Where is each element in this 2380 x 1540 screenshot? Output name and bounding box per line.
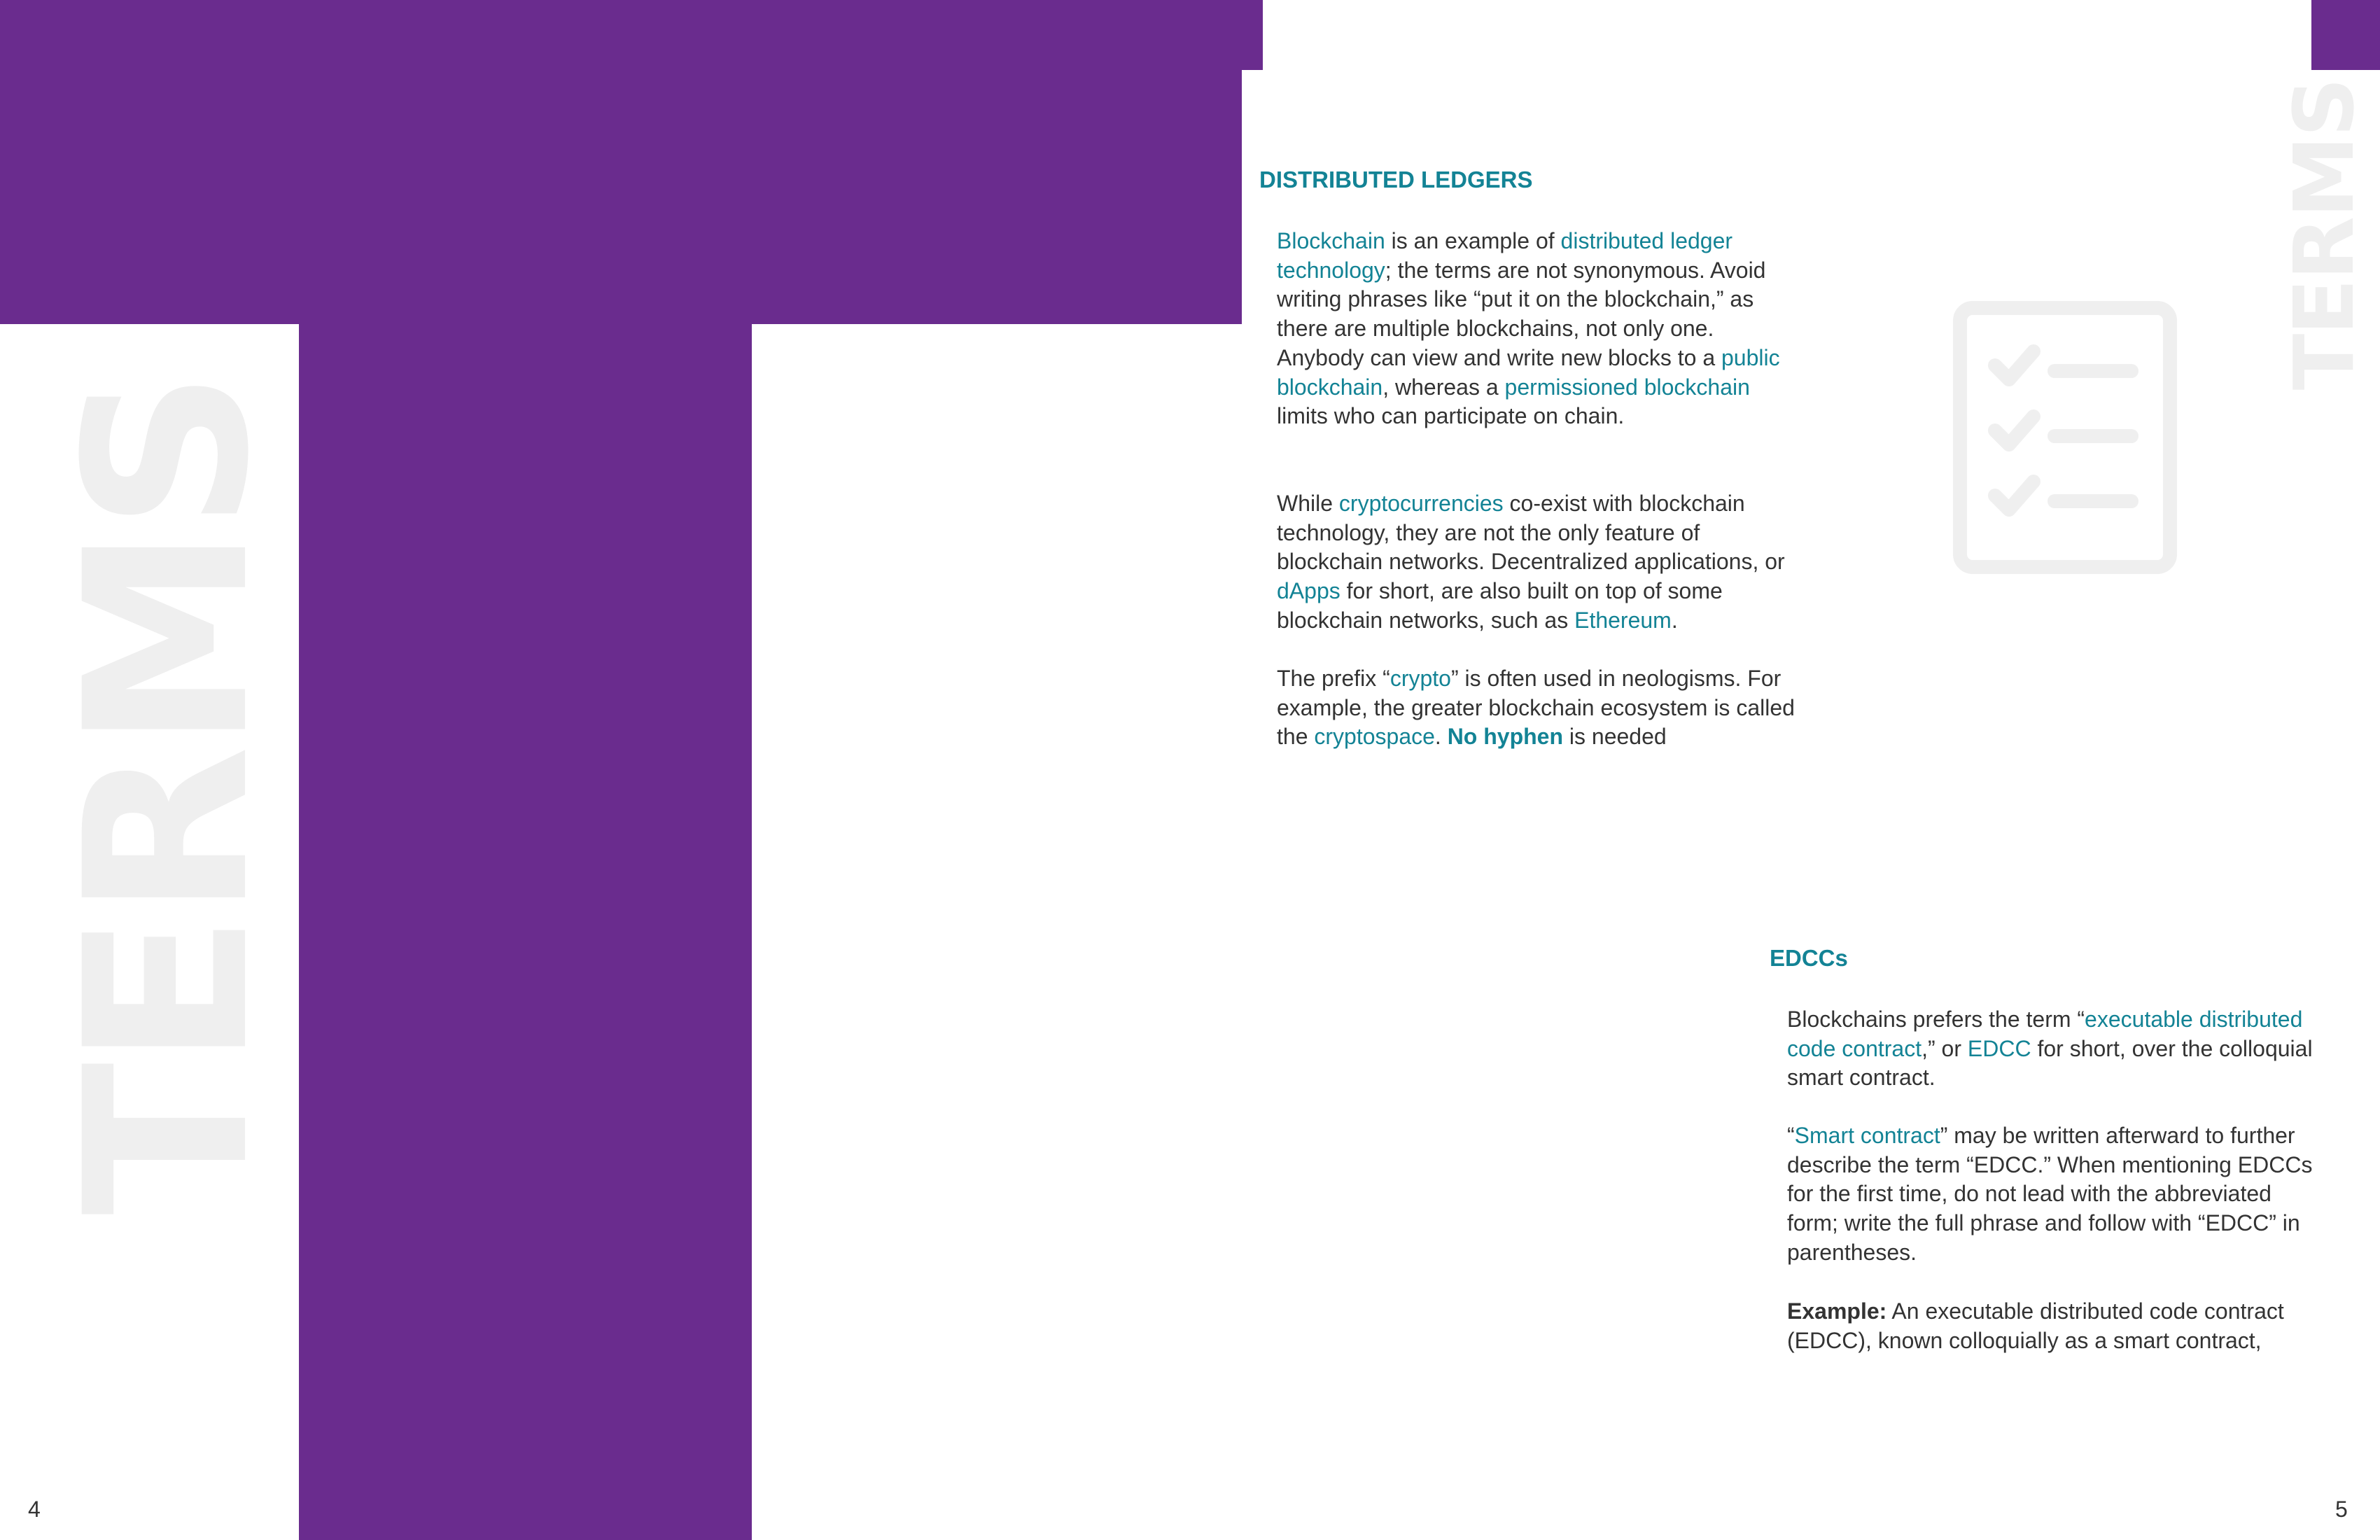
text-span: is needed xyxy=(1563,724,1667,750)
ledgers-paragraph-2 xyxy=(1277,489,1809,636)
text-span: limits who can participate on chain. xyxy=(1277,403,1625,429)
checklist-icon xyxy=(1946,294,2184,581)
left-terms-watermark: TERMS xyxy=(38,373,298,1216)
edge-tab xyxy=(2311,0,2380,70)
t-letter-stem xyxy=(299,324,752,1540)
text-span: . xyxy=(1671,607,1678,633)
page-number-right: 5 xyxy=(2335,1497,2348,1522)
text-span: “ xyxy=(1787,1123,1795,1148)
dapps-term: dApps xyxy=(1277,578,1340,604)
blockchain-term: Blockchain xyxy=(1277,228,1385,253)
cryptospace-term: cryptospace xyxy=(1314,724,1435,750)
text-span: The prefix “ xyxy=(1277,666,1390,691)
edccs-paragraph-1 xyxy=(1787,1005,2319,1093)
edcc-term: EDCC xyxy=(1967,1035,2031,1061)
public-blockchain-term: public blockchain xyxy=(1277,344,1780,400)
text-span: ” may be written afterward to further describe the term “EDCC.” When mentioning EDCCs for the first time, do not lead with the abbreviated form; write the full phrase and follow with “EDCC” in parentheses. xyxy=(1787,1123,2313,1265)
text-span: co-exist with blockchain technology, they are not the only feature of blockchain networks. Decentralized applications, or xyxy=(1277,491,1785,575)
text-span: Blockchains prefers the term “ xyxy=(1787,1007,2085,1032)
crypto-term: crypto xyxy=(1390,666,1451,691)
text-span: for short, are also built on top of some blockchain networks, such as xyxy=(1277,578,1723,633)
text-span: for short, over the colloquial smart contract. xyxy=(1787,1035,2313,1091)
edccs-heading: EDCCs xyxy=(1770,945,1848,971)
text-span: ,” or xyxy=(1921,1035,1968,1061)
distributed-ledgers-heading: DISTRIBUTED LEDGERS xyxy=(1259,167,1533,192)
right-terms-watermark: TERMS xyxy=(2276,78,2372,391)
edccs-paragraph-2 xyxy=(1787,1121,2319,1268)
example-label: Example: xyxy=(1787,1298,1887,1324)
ledgers-paragraph-1 xyxy=(1277,227,1781,431)
text-span: , whereas a xyxy=(1382,374,1505,400)
text-span: ” is often used in neologisms. For example, the greater blockchain ecosystem is called the xyxy=(1277,666,1795,750)
ethereum-term: Ethereum xyxy=(1574,607,1672,633)
edcc-full-term: executable distributed code contract xyxy=(1787,1007,2303,1061)
t-letter-top-bar xyxy=(0,0,1242,324)
ledgers-paragraph-3 xyxy=(1277,664,1795,752)
cryptocurrencies-term: cryptocurrencies xyxy=(1338,491,1504,516)
t-letter-top-extension xyxy=(1242,0,1263,70)
text-span: . xyxy=(1434,724,1448,750)
smart-contract-term: Smart contract xyxy=(1794,1123,1940,1148)
dlt-term: distributed ledger technology xyxy=(1277,228,1733,283)
permissioned-blockchain-term: permissioned blockchain xyxy=(1504,374,1750,400)
text-span: is an example of xyxy=(1385,228,1561,253)
edccs-example xyxy=(1787,1297,2333,1355)
text-span: ; the terms are not synonymous. Avoid writing phrases like “put it on the blockchain,” as there are multiple blockchains, not only one. Anybody can view and write new blocks to a xyxy=(1277,257,1766,370)
no-hyphen-emphasis: No hyphen xyxy=(1447,724,1564,750)
text-span: While xyxy=(1277,491,1339,516)
text-span: An executable distributed code contract (EDCC), known colloquially as a smart contract, xyxy=(1787,1298,2284,1353)
page-number-left: 4 xyxy=(28,1497,41,1522)
